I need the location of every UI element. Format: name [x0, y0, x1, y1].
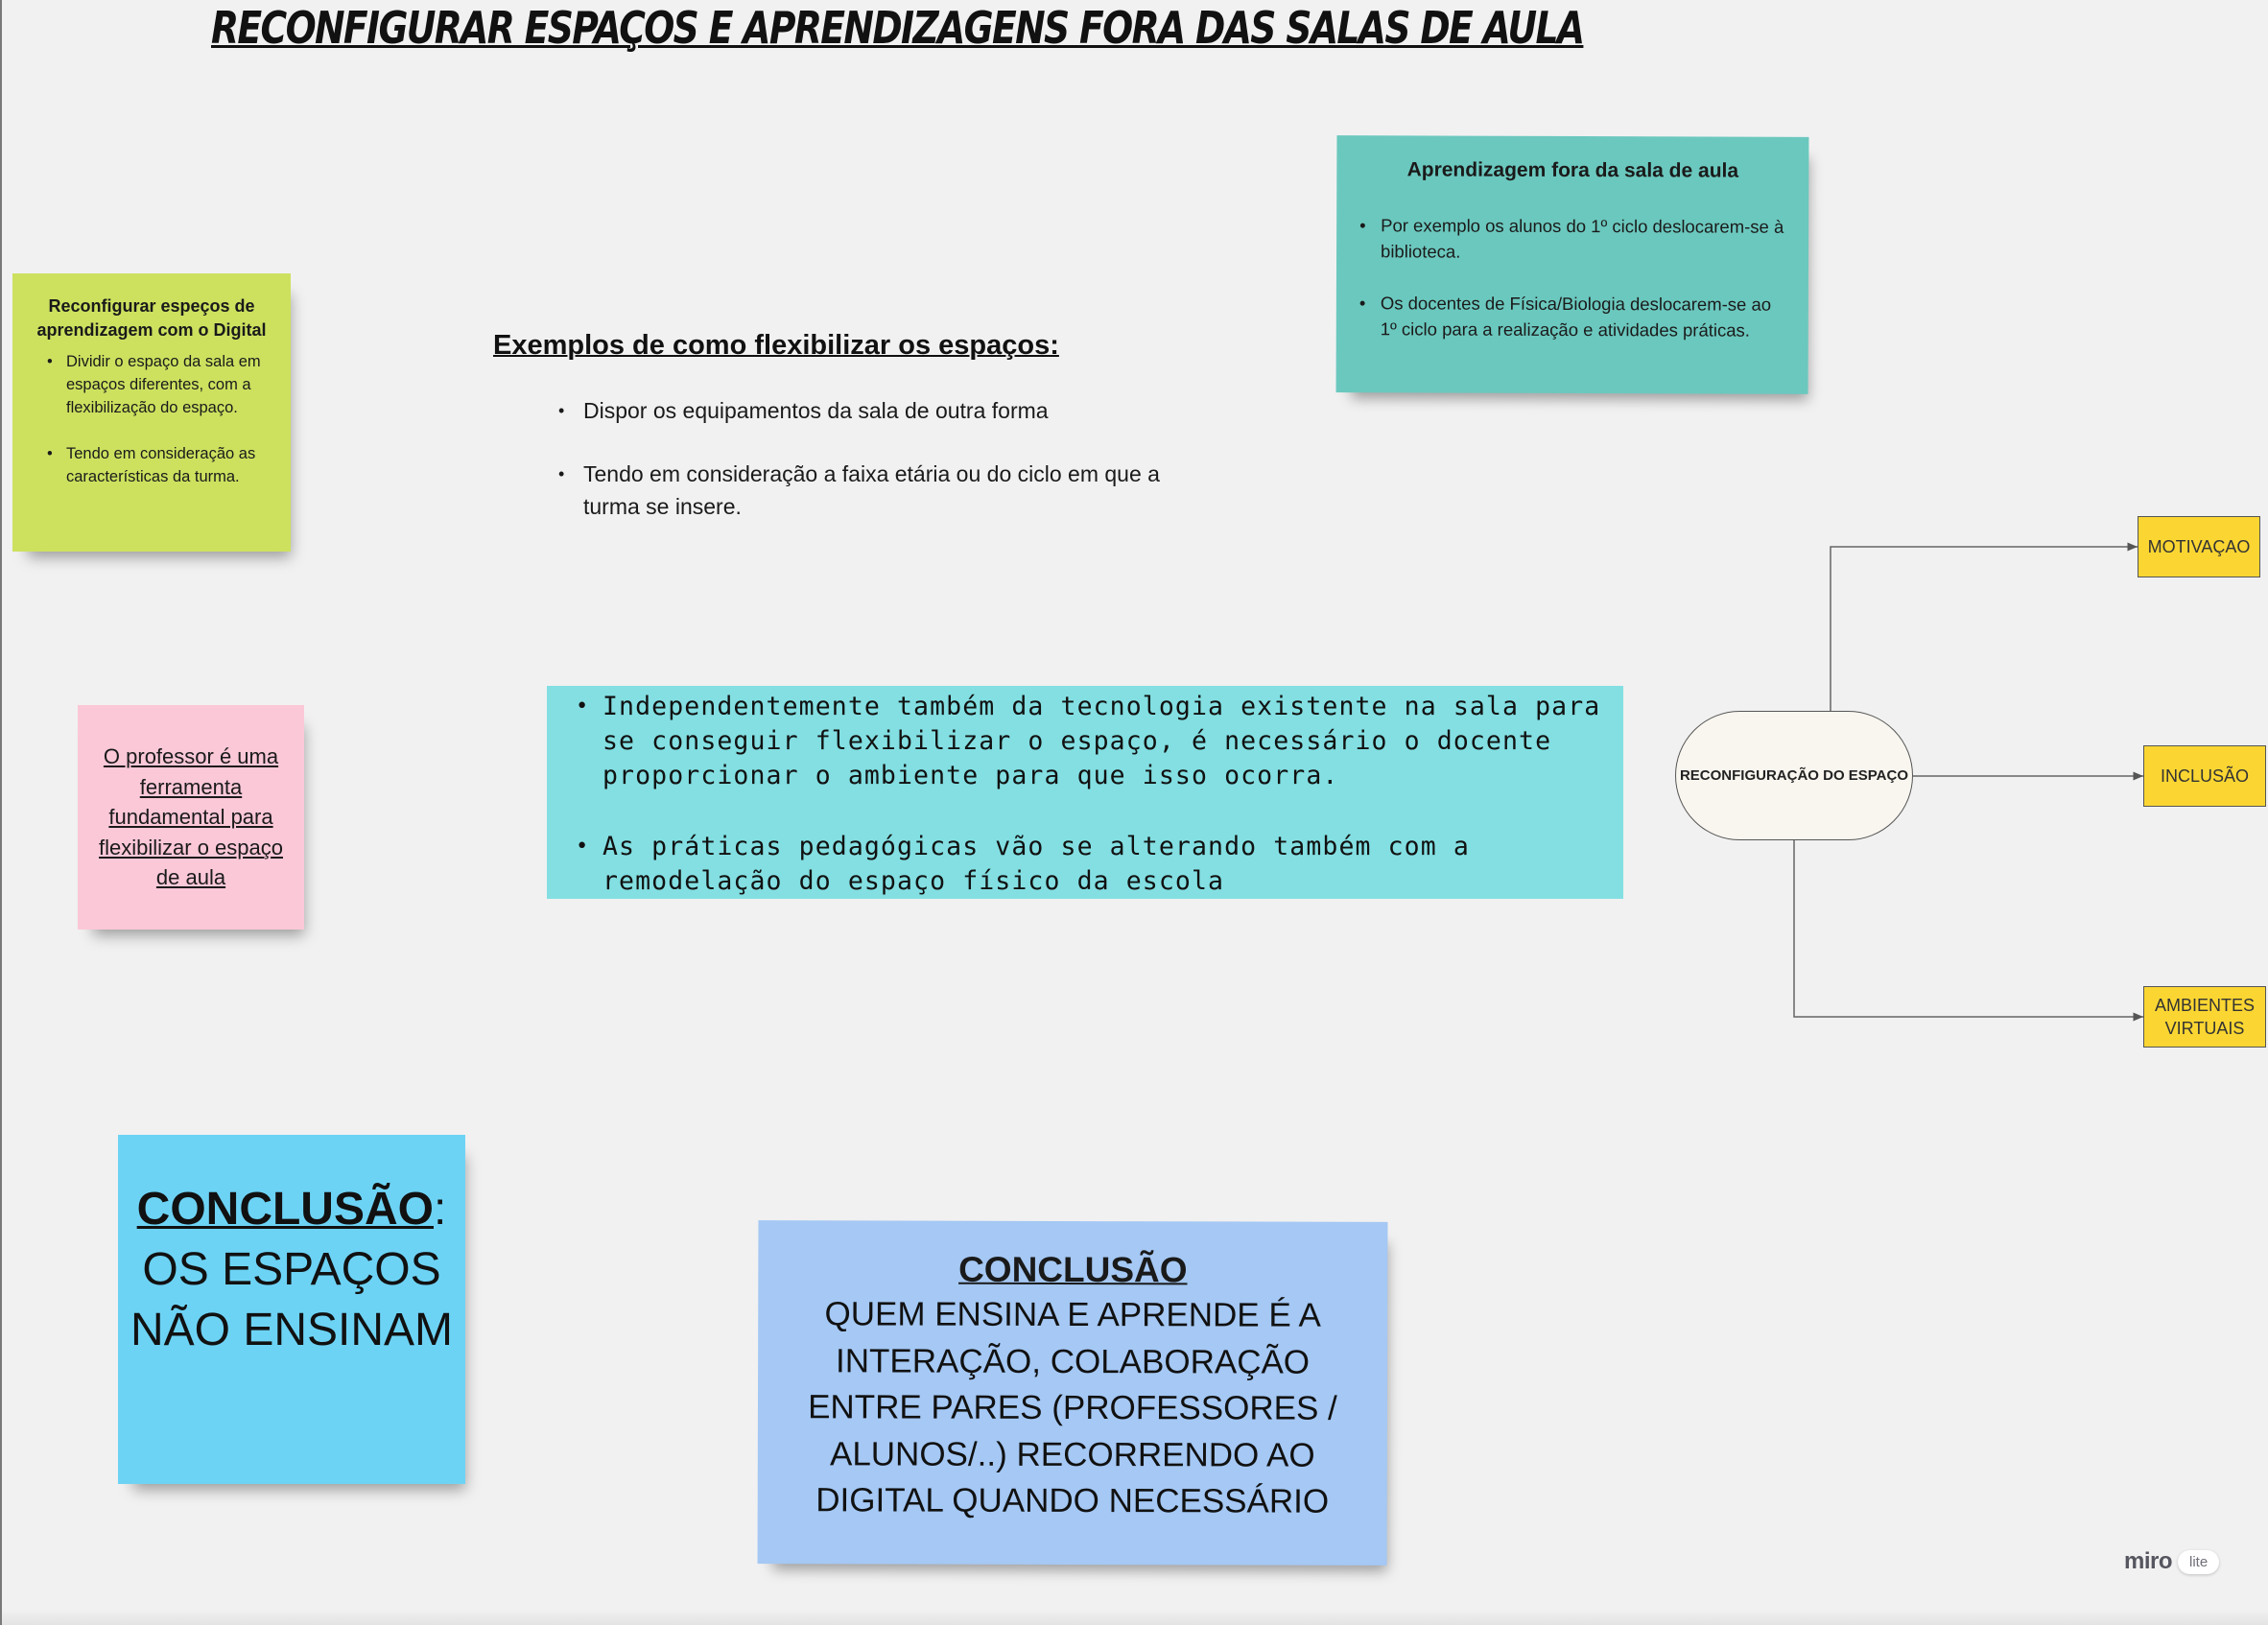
plan-badge: lite [2178, 1550, 2219, 1574]
technology-list [547, 690, 1623, 899]
conclusion-keyword: CONCLUSÃO [136, 1184, 434, 1235]
mindmap-node-motivacao[interactable]: MOTIVAÇAO [2138, 516, 2260, 577]
conclusion-punct: : [433, 1184, 447, 1235]
list-item: • Por exemplo os alunos do 1º ciclo deslocarem-se à biblioteca. [1354, 212, 1791, 266]
list-item: • Independentemente também da tecnologia existente na sala para se conseguir flexibilizar o espaço, é necessário o docente proporcionar o ambiente para que isso ocorra. [547, 690, 1623, 793]
board-title[interactable]: RECONFIGURAR ESPAÇOS E APRENDIZAGENS FORA DAS SALAS DE AULA [211, 2, 1584, 54]
miro-logo: miro [2124, 1548, 2173, 1574]
examples-heading: Exemplos de como flexibilizar os espaços: [493, 330, 1059, 361]
conclusion-heading-line [128, 1179, 456, 1239]
list-item: • As práticas pedagógicas vão se alterando também com a remodelação do espaço físico da escola [547, 830, 1623, 899]
list-item: • Tendo em consideração a faixa etária ou do ciclo em que a turma se insere. [493, 458, 1193, 523]
examples-text-block[interactable] [493, 330, 1222, 553]
canvas-bottom-shadow [2, 1610, 2268, 1625]
sticky-note-list [34, 350, 270, 488]
examples-list [493, 394, 1222, 523]
miro-branding[interactable] [2124, 1548, 2219, 1575]
mindmap-root-node[interactable]: RECONFIGURAÇÃO DO ESPAÇO [1675, 711, 1913, 840]
technology-text-block[interactable] [547, 686, 1623, 899]
list-item: • Os docentes de Física/Biologia deslocarem-se ao 1º ciclo para a realização e atividades práticas. [1354, 290, 1791, 343]
conclusion-text: QUEM ENSINA E APRENDE É A INTERAÇÃO, COLABORAÇÃO ENTRE PARES (PROFESSORES / ALUNOS/..) RECORRENDO AO DIGITAL QUANDO NECESSÁRIO [808, 1295, 1337, 1520]
mindmap-node-ambientes-virtuais[interactable]: AMBIENTES VIRTUAIS [2143, 986, 2266, 1048]
sticky-note-learning-outside[interactable] [1336, 135, 1809, 394]
list-item: • Dispor os equipamentos da sala de outra forma [493, 394, 1193, 427]
sticky-note-text: O professor é uma ferramenta fundamental para flexibilizar o espaço de aula [99, 744, 283, 889]
sticky-note-title: Reconfigurar espeços de aprendizagem com o Digital [36, 296, 267, 340]
sticky-note-list [1354, 212, 1791, 343]
sticky-note-conclusion-spaces[interactable] [118, 1135, 465, 1484]
list-item: • Tendo em consideração as características da turma. [34, 442, 270, 488]
list-item: • Dividir o espaço da sala em espaços diferentes, com a flexibilização do espaço. [34, 350, 270, 419]
conclusion-text: OS ESPAÇOS NÃO ENSINAM [130, 1244, 454, 1355]
sticky-note-teacher-tool[interactable] [78, 705, 304, 930]
mindmap-node-inclusao[interactable]: INCLUSÃO [2143, 745, 2266, 807]
conclusion-title: CONCLUSÃO [958, 1249, 1188, 1290]
connector-motivacao [1831, 547, 2138, 711]
sticky-note-title: Aprendizagem fora da sala de aula [1406, 158, 1739, 182]
sticky-note-conclusion-interaction[interactable] [758, 1220, 1388, 1566]
connector-ambientes-virtuais [1794, 840, 2143, 1017]
sticky-note-digital-spaces[interactable] [12, 273, 291, 552]
